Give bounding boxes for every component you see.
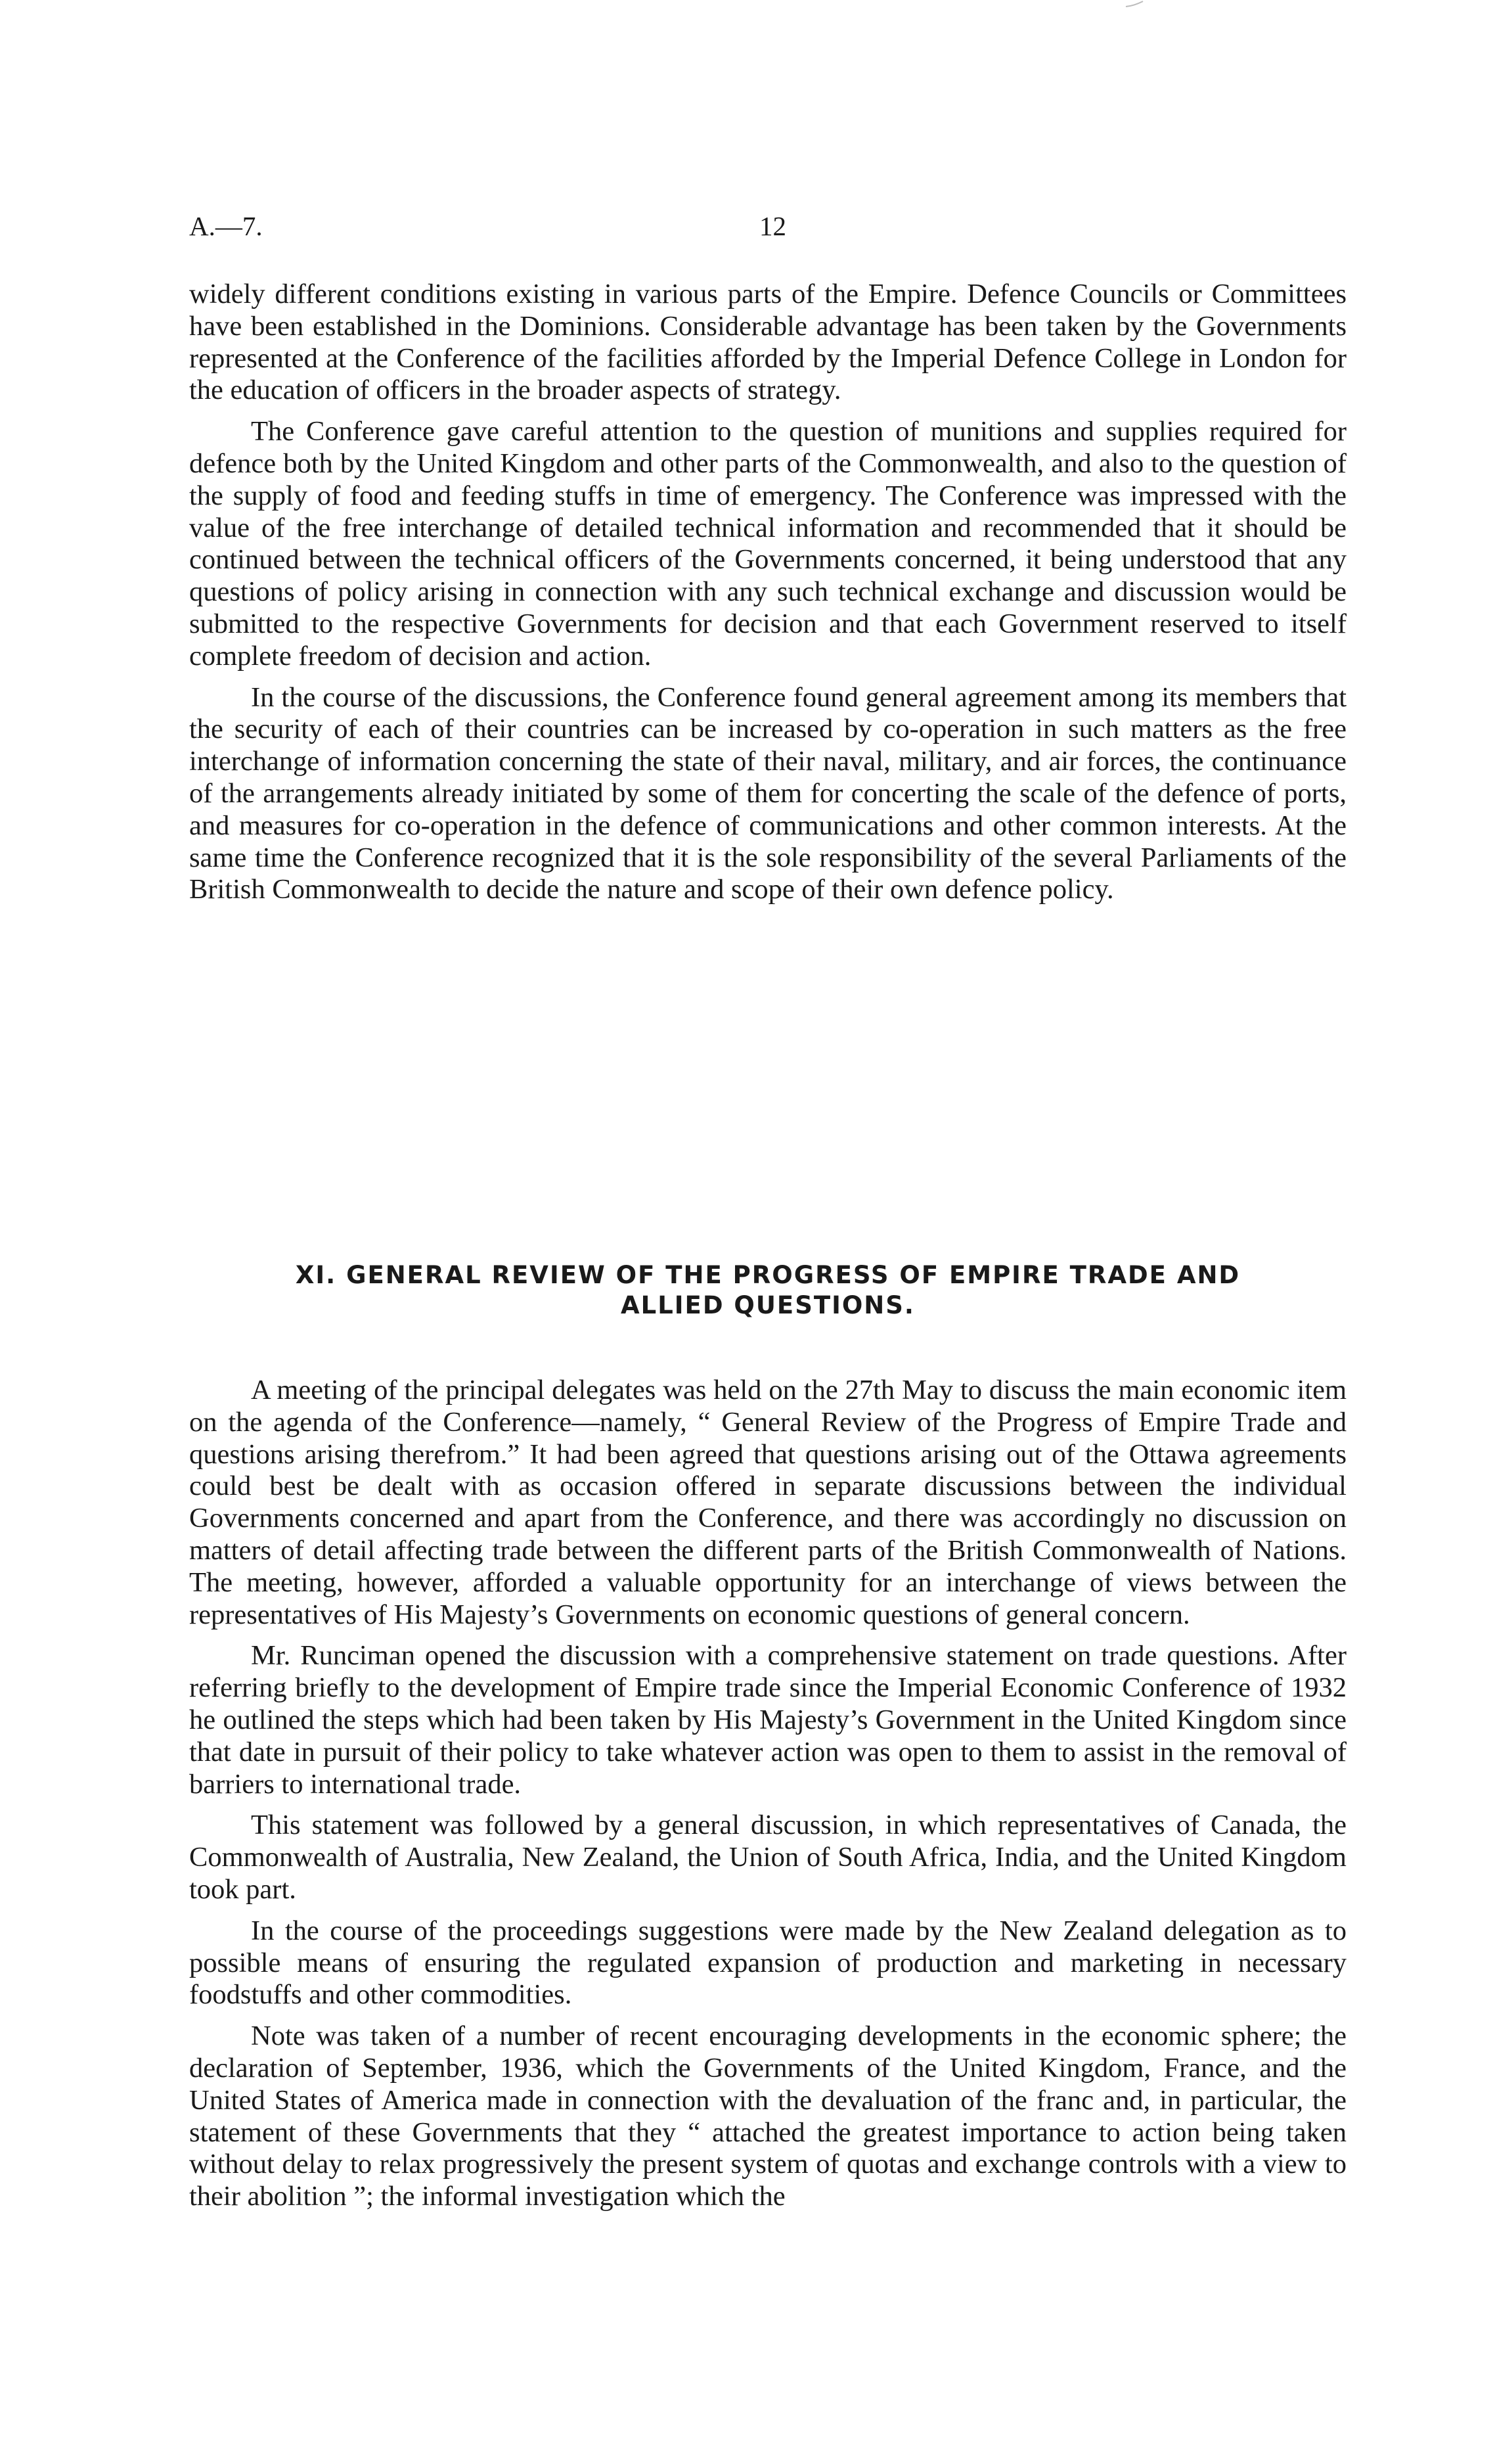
- paragraph: Note was taken of a number of recent encouraging developments in the economic sphere; the declaration of September, 1936, which the Governments of the United Kingdom, France, and the United States of America made in connection with the devaluation of the franc and, in particular, the statement of these Governments that they “ attached the greatest importance to action being taken without delay to relax progressively the present system of quotas and exchange controls with a view to their abolition ”; the informal investigation which the: [189, 2020, 1347, 2212]
- paragraph: This statement was followed by a general discussion, in which representatives of Canada, the Commonwealth of Australia, New Zealand, the Union of South Africa, India, and the United Kingdom took part.: [189, 1810, 1347, 1905]
- page-header: [189, 210, 1345, 250]
- document-reference: A.—7.: [189, 211, 263, 241]
- paragraph: widely different conditions existing in various parts of the Empire. Defence Councils or Committees have been established in the Dominions. Considerable advantage has been taken by the Governments represented at the Conference of the facilities afforded by the Imperial Defence College in London for the education of officers in the broader aspects of strategy.: [189, 279, 1347, 406]
- paragraph: A meeting of the principal delegates was held on the 27th May to discuss the main economic item on the agenda of the Conference—namely, “ General Review of the Progress of Empire Trade and questions arising therefrom.” It had been agreed that questions arising out of the Ottawa agreements could best be dealt with as occasion offered in separate discussions between the individual Governments concerned and apart from the Conference, and there was accordingly no discussion on matters of detail affecting trade between the different parts of the British Commonwealth of Nations. The meeting, however, afforded a valuable opportunity for an interchange of views between the representatives of His Majesty’s Governments on economic questions of general concern.: [189, 1375, 1347, 1630]
- section-heading: [189, 1260, 1347, 1321]
- paragraph: In the course of the proceedings suggestions were made by the New Zealand delegation as to possible means of ensuring the regulated expansion of production and marketing in necessary foodstuffs and other commodities.: [189, 1915, 1347, 2011]
- section-heading-line-1: XI. GENERAL REVIEW OF THE PROGRESS OF EMPIRE TRADE AND: [295, 1261, 1241, 1289]
- page-number: 12: [759, 211, 786, 241]
- paragraph: In the course of the discussions, the Conference found general agreement among its members that the security of each of their countries can be increased by co-operation in such matters as the free interchange of information concerning the state of their naval, military, and air forces, the continuance of the arrangements already initiated by some of them for concerting the scale of the defence of ports, and measures for co-operation in the defence of communications and other common interests. At the same time the Conference recognized that it is the sole responsibility of the several Parliaments of the British Commonwealth to decide the nature and scope of their own defence policy.: [189, 681, 1347, 905]
- scan-mark: [1125, 0, 1144, 8]
- paragraph: Mr. Runciman opened the discussion with a comprehensive statement on trade questions. After referring briefly to the development of Empire trade since the Imperial Economic Conference of 1932 he outlined the steps which had been taken by His Majesty’s Government in the United Kingdom since that date in pursuit of their policy to take whatever action was open to them to assist in the removal of barriers to international trade.: [189, 1640, 1347, 1800]
- paragraph: The Conference gave careful attention to the question of munitions and supplies required for defence both by the United Kingdom and other parts of the Commonwealth, and also to the question of the supply of food and feeding stuffs in time of emergency. The Conference was impressed with the value of the free interchange of detailed technical information and recommended that it should be continued between the technical officers of the Governments concerned, it being understood that any questions of policy arising in connection with any such technical exchange and discussion would be submitted to the respective Governments for decision and that each Government reserved to itself complete freedom of decision and action.: [189, 416, 1347, 672]
- section-heading-line-2: ALLIED QUESTIONS.: [621, 1291, 915, 1319]
- defence-text-block: [189, 279, 1347, 915]
- trade-text-block: [189, 1375, 1347, 2222]
